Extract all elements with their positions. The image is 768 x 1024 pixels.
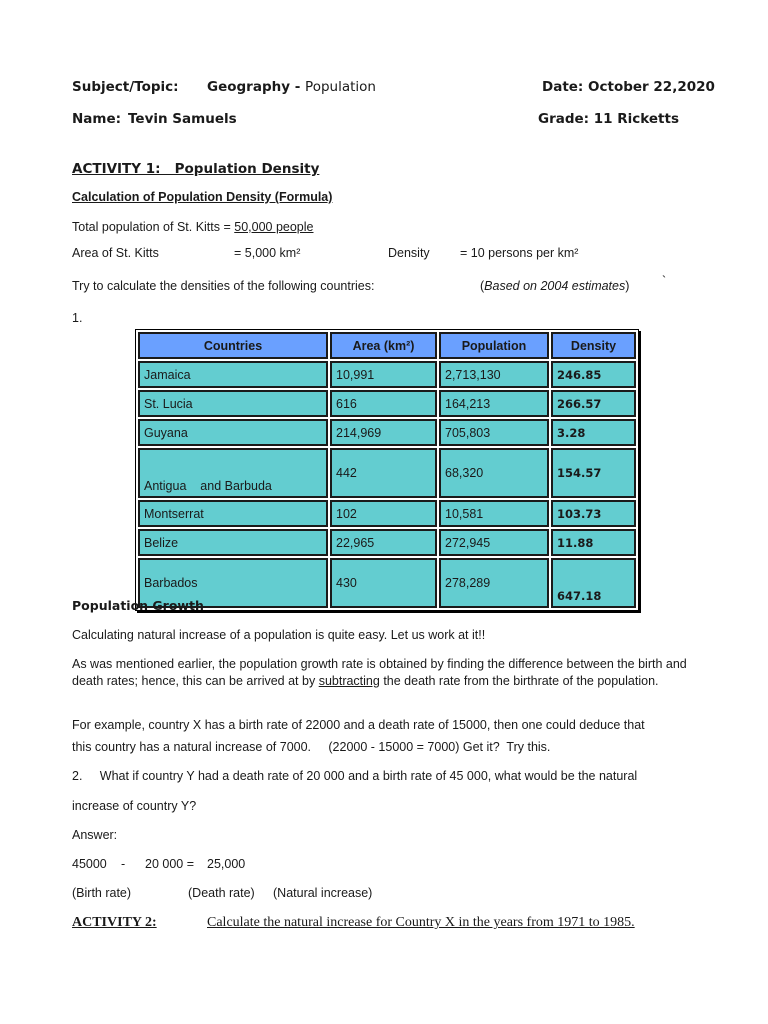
table-row (138, 390, 636, 417)
density-value: = 10 persons per km² (460, 246, 579, 260)
cell-country: Barbados (138, 558, 328, 608)
item-number-1: 1. (72, 311, 83, 325)
growth-p2-underlined: subtracting (318, 674, 380, 688)
table-row (138, 361, 636, 388)
cell-population: 278,289 (439, 558, 549, 608)
table-header-row (138, 332, 636, 359)
cell-population: 705,803 (439, 419, 549, 446)
cell-country: Guyana (138, 419, 328, 446)
subject-bold: Geography - (207, 79, 306, 95)
cell-density: 11.88 (551, 529, 636, 556)
cell-population: 272,945 (439, 529, 549, 556)
table-row (138, 500, 636, 527)
cell-country: Montserrat (138, 500, 328, 527)
answer-label: Answer: (72, 828, 118, 842)
header-population: Population (439, 332, 549, 359)
cell-density: 246.85 (551, 361, 636, 388)
total-pop-value: 50,000 people (234, 220, 314, 234)
label-birth-rate: (Birth rate) (72, 886, 132, 900)
growth-p1: Calculating natural increase of a population is quite easy. Let us work at it!! (72, 628, 486, 642)
cell-country: Belize (138, 529, 328, 556)
question2-line1: 2. What if country Y had a death rate of 20 000 and a birth rate of 45 000, what would be the natural (72, 769, 638, 783)
growth-p3-line2: this country has a natural increase of 7000. (22000 - 15000 = 7000) Get it? Try this. (72, 740, 551, 754)
cell-population: 2,713,130 (439, 361, 549, 388)
estimate-note (480, 279, 629, 293)
growth-p2-a: As was mentioned earlier, the population growth rate is obtained by finding the difference between the birth and death rates; hence, this can be arrived at by (72, 657, 687, 688)
cell-country: Jamaica (138, 361, 328, 388)
question2-line2: increase of country Y? (72, 799, 197, 813)
cell-area: 442 (330, 448, 437, 498)
cell-density: 103.73 (551, 500, 636, 527)
area-value: = 5,000 km² (234, 246, 301, 260)
growth-p2-b: the death rate from the birthrate of the population. (379, 674, 659, 688)
cell-country: St. Lucia (138, 390, 328, 417)
density-label: Density (388, 246, 430, 260)
total-population-line (72, 220, 314, 234)
table-row (138, 529, 636, 556)
cell-area: 430 (330, 558, 437, 608)
estimate-text: Based on 2004 estimates (484, 279, 626, 293)
cell-area: 22,965 (330, 529, 437, 556)
estimate-close: ) (625, 279, 630, 293)
table-row (138, 448, 636, 498)
date: Date: October 22,2020 (542, 79, 715, 95)
total-pop-label: Total population of St. Kitts = (72, 220, 235, 234)
header-countries: Countries (138, 332, 328, 359)
cell-population: 10,581 (439, 500, 549, 527)
grade: Grade: 11 Ricketts (538, 111, 679, 127)
estimate-open: ( (480, 279, 485, 293)
activity2-text: Calculate the natural increase for Country X in the years from 1971 to 1985. (207, 915, 635, 930)
header-density: Density (551, 332, 636, 359)
cell-area: 102 (330, 500, 437, 527)
cell-population: 164,213 (439, 390, 549, 417)
calc-death: 20 000 = (145, 857, 195, 871)
subject-value (207, 79, 376, 95)
table-row (138, 419, 636, 446)
label-natural-increase: (Natural increase) (273, 886, 373, 900)
name-label: Name: (72, 111, 122, 127)
header-area: Area (km²) (330, 332, 437, 359)
calc-birth: 45000 (72, 857, 107, 871)
calc-result: 25,000 (207, 857, 246, 871)
cell-country: Antigua and Barbuda (138, 448, 328, 498)
label-death-rate: (Death rate) (188, 886, 255, 900)
cell-area: 10,991 (330, 361, 437, 388)
growth-title: Population Growth (72, 598, 204, 613)
subject-label: Subject/Topic: (72, 79, 179, 95)
cell-population: 68,320 (439, 448, 549, 498)
density-table (135, 329, 639, 611)
cell-area: 214,969 (330, 419, 437, 446)
cell-density: 266.57 (551, 390, 636, 417)
cell-area: 616 (330, 390, 437, 417)
subject-rest: Population (305, 79, 376, 95)
growth-p2 (72, 656, 702, 690)
cell-density: 3.28 (551, 419, 636, 446)
formula-subtitle: Calculation of Population Density (Formula) (72, 190, 333, 204)
activity2-label: ACTIVITY 2: (72, 915, 157, 930)
growth-p3-line1: For example, country X has a birth rate of 22000 and a death rate of 15000, then one could deduce that (72, 718, 645, 732)
activity1-title: ACTIVITY 1: Population Density (72, 161, 320, 177)
try-text: Try to calculate the densities of the following countries: (72, 279, 375, 293)
cell-density: 154.57 (551, 448, 636, 498)
table-row (138, 558, 636, 608)
area-label: Area of St. Kitts (72, 246, 159, 260)
name-value: Tevin Samuels (128, 111, 237, 127)
stray-mark: ` (662, 274, 667, 288)
cell-density: 647.18 (551, 558, 636, 608)
calc-minus: - (121, 857, 126, 871)
